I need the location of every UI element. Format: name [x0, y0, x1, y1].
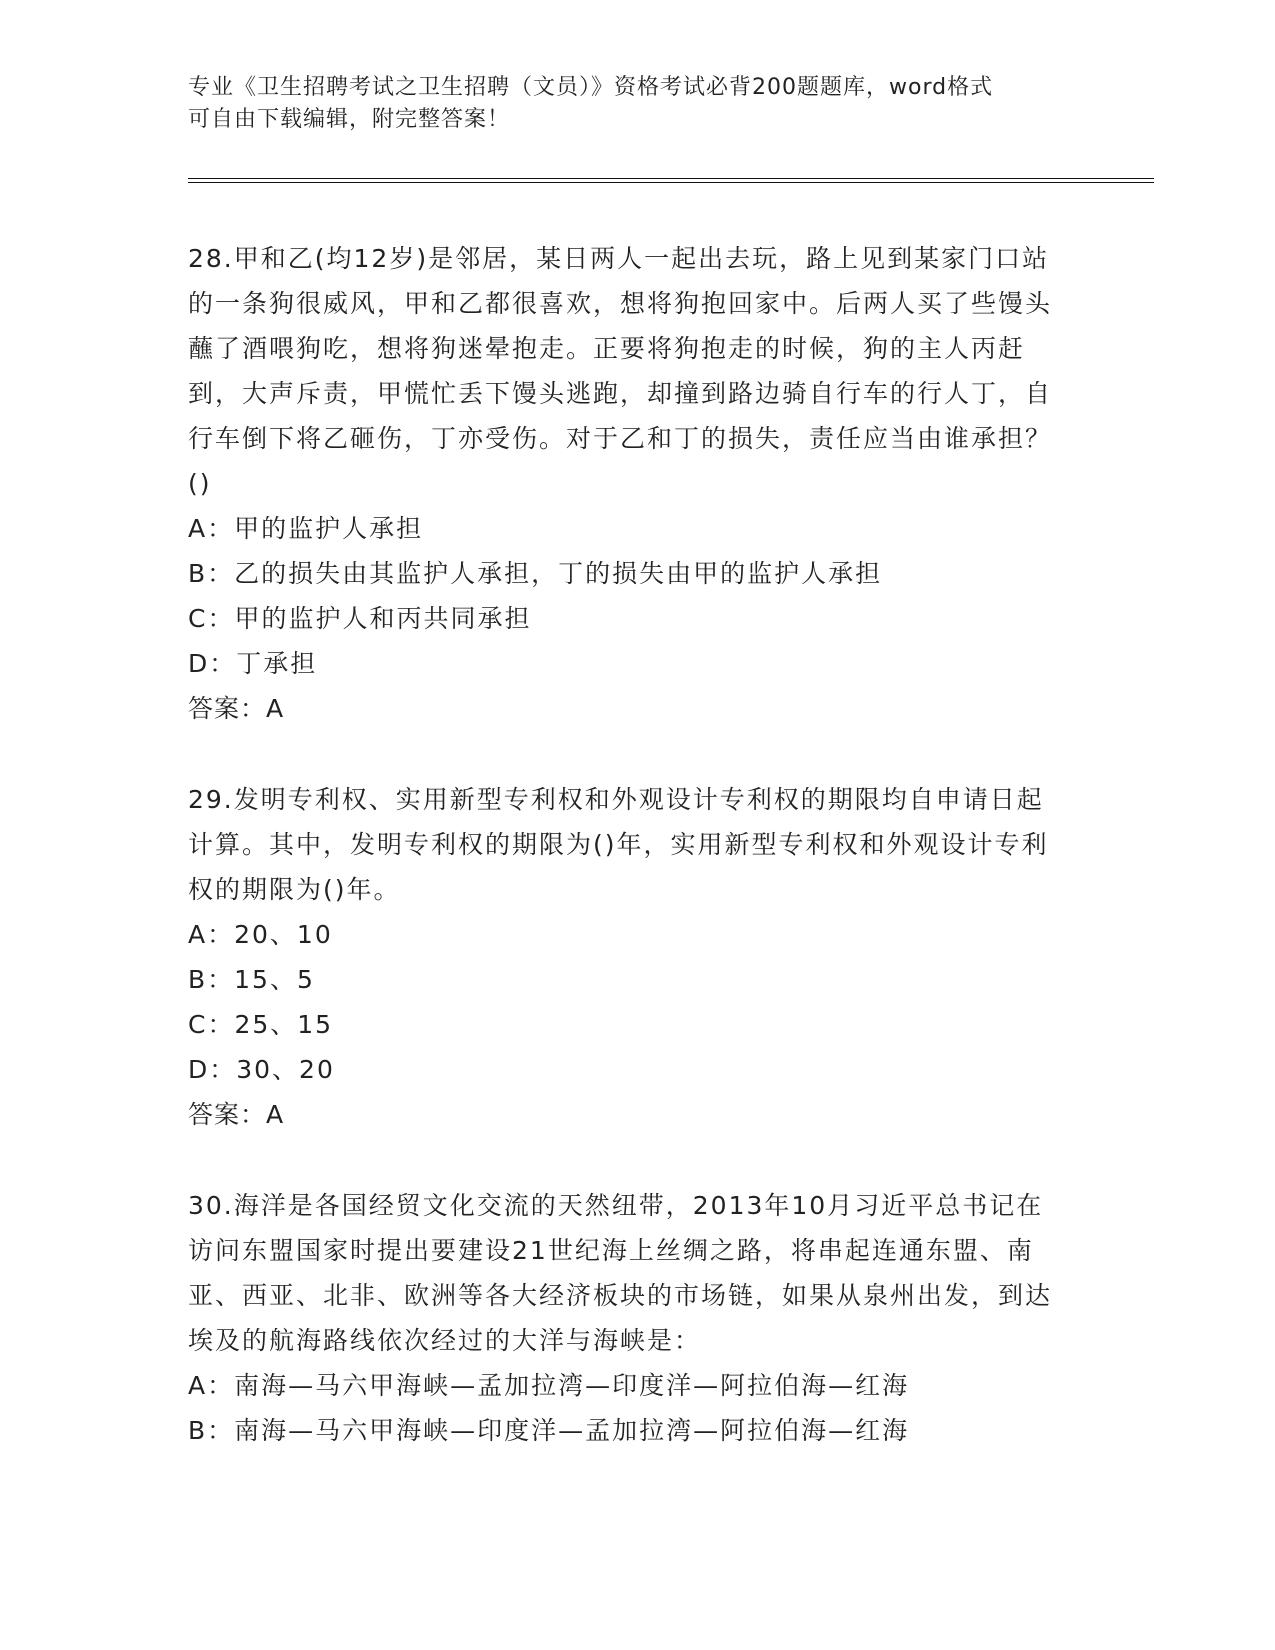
answer: 答案：A	[188, 694, 285, 723]
option-b: B：15、5	[188, 965, 315, 994]
answer: 答案：A	[188, 1100, 285, 1129]
document-header	[188, 72, 1068, 136]
header-rule-bottom	[188, 182, 1154, 183]
option-d: D：丁承担	[188, 649, 318, 678]
question-text: 30.海洋是各国经贸文化交流的天然纽带，2013年10月习近平总书记在访问东盟国家时提出要建设21世纪海上丝绸之路，将串起连通东盟、南亚、西亚、北非、欧洲等各大经济板块的市场链，如果从泉州出发，到达埃及的航海路线依次经过的大洋与海峡是：	[188, 1191, 1053, 1355]
question-28	[188, 236, 1068, 731]
option-a: A：南海—马六甲海峡—孟加拉湾—印度洋—阿拉伯海—红海	[188, 1371, 910, 1400]
header-line-2: 可自由下载编辑，附完整答案！	[188, 107, 511, 132]
option-c: C：甲的监护人和丙共同承担	[188, 604, 532, 633]
question-30	[188, 1183, 1068, 1453]
option-a: A：甲的监护人承担	[188, 514, 424, 543]
option-b: B：乙的损失由其监护人承担，丁的损失由甲的监护人承担	[188, 559, 883, 588]
header-rule-top	[188, 178, 1154, 179]
question-text: 28.甲和乙(均12岁)是邻居，某日两人一起出去玩，路上见到某家门口站的一条狗很威风，甲和乙都很喜欢，想将狗抱回家中。后两人买了些馒头蘸了酒喂狗吃，想将狗迷晕抱走。正要将狗抱走的时候，狗的主人丙赶到，大声斥责，甲慌忙丢下馒头逃跑，却撞到路边骑自行车的行人丁，自行车倒下将乙砸伤，丁亦受伤。对于乙和丁的损失，责任应当由谁承担？()	[188, 244, 1053, 498]
question-text: 29.发明专利权、实用新型专利权和外观设计专利权的期限均自申请日起计算。其中，发明专利权的期限为()年，实用新型专利权和外观设计专利权的期限为()年。	[188, 785, 1049, 904]
option-c: C：25、15	[188, 1010, 334, 1039]
header-line-1: 专业《卫生招聘考试之卫生招聘（文员）》资格考试必背200题题库，word格式	[188, 75, 994, 100]
question-list	[188, 236, 1068, 1499]
option-b: B：南海—马六甲海峡—印度洋—孟加拉湾—阿拉伯海—红海	[188, 1416, 910, 1445]
option-a: A：20、10	[188, 920, 333, 949]
question-29	[188, 777, 1068, 1137]
option-d: D：30、20	[188, 1055, 335, 1084]
